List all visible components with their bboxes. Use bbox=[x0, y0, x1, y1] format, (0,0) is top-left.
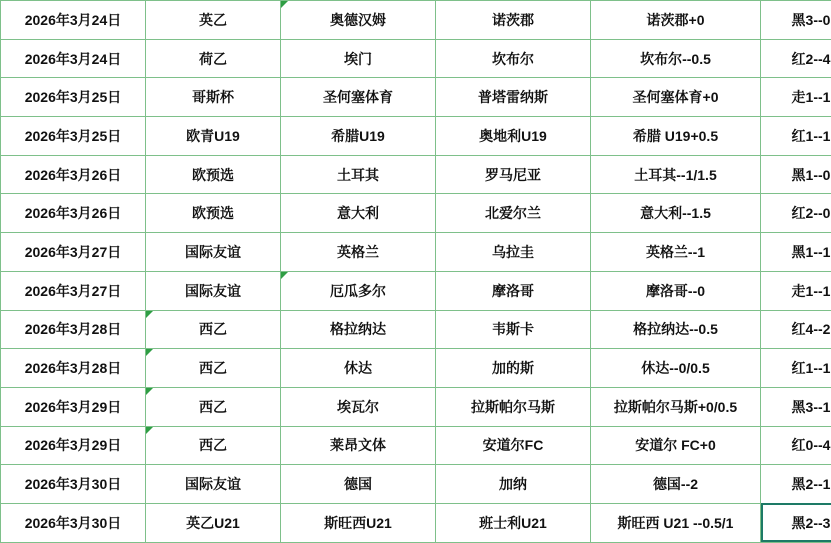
cell-home[interactable]: 希腊U19 bbox=[281, 117, 436, 156]
table-row[interactable] bbox=[1, 349, 831, 388]
cell-result[interactable]: 黑2--3 bbox=[761, 503, 831, 542]
cell-away[interactable]: 韦斯卡 bbox=[436, 310, 591, 349]
cell-date[interactable]: 2026年3月29日 bbox=[1, 426, 146, 465]
cell-result[interactable]: 红2--4 bbox=[761, 39, 831, 78]
cell-league[interactable]: 英乙U21 bbox=[146, 503, 281, 542]
cell-home[interactable]: 斯旺西U21 bbox=[281, 503, 436, 542]
cell-away[interactable]: 拉斯帕尔马斯 bbox=[436, 387, 591, 426]
cell-pick[interactable]: 拉斯帕尔马斯+0/0.5 bbox=[591, 387, 761, 426]
cell-result[interactable]: 黑3--0 bbox=[761, 1, 831, 40]
cell-result[interactable]: 黑1--1 bbox=[761, 233, 831, 272]
cell-date[interactable]: 2026年3月30日 bbox=[1, 465, 146, 504]
cell-away[interactable]: 加的斯 bbox=[436, 349, 591, 388]
cell-away[interactable]: 普塔雷纳斯 bbox=[436, 78, 591, 117]
cell-home[interactable]: 格拉纳达 bbox=[281, 310, 436, 349]
cell-result[interactable]: 红1--1 bbox=[761, 117, 831, 156]
cell-date[interactable]: 2026年3月28日 bbox=[1, 349, 146, 388]
cell-pick[interactable]: 意大利--1.5 bbox=[591, 194, 761, 233]
table-row[interactable] bbox=[1, 271, 831, 310]
cell-home[interactable]: 埃门 bbox=[281, 39, 436, 78]
cell-date[interactable]: 2026年3月30日 bbox=[1, 503, 146, 542]
cell-away[interactable]: 北爱尔兰 bbox=[436, 194, 591, 233]
cell-result[interactable]: 黑2--1 bbox=[761, 465, 831, 504]
cell-pick[interactable]: 摩洛哥--0 bbox=[591, 271, 761, 310]
cell-date[interactable]: 2026年3月29日 bbox=[1, 387, 146, 426]
cell-pick[interactable]: 休达--0/0.5 bbox=[591, 349, 761, 388]
cell-pick[interactable]: 英格兰--1 bbox=[591, 233, 761, 272]
cell-date[interactable]: 2026年3月25日 bbox=[1, 78, 146, 117]
cell-result[interactable]: 走1--1 bbox=[761, 271, 831, 310]
table-row[interactable] bbox=[1, 194, 831, 233]
cell-pick[interactable]: 希腊 U19+0.5 bbox=[591, 117, 761, 156]
cell-pick[interactable]: 诺茨郡+0 bbox=[591, 1, 761, 40]
cell-away[interactable]: 诺茨郡 bbox=[436, 1, 591, 40]
cell-away[interactable]: 罗马尼亚 bbox=[436, 155, 591, 194]
cell-result[interactable]: 黑1--0 bbox=[761, 155, 831, 194]
table-row[interactable] bbox=[1, 310, 831, 349]
cell-result[interactable]: 红0--4 bbox=[761, 426, 831, 465]
cell-home[interactable]: 土耳其 bbox=[281, 155, 436, 194]
table-row[interactable] bbox=[1, 503, 831, 542]
cell-league[interactable]: 国际友谊 bbox=[146, 465, 281, 504]
cell-result[interactable]: 黑3--1 bbox=[761, 387, 831, 426]
table-row[interactable] bbox=[1, 426, 831, 465]
table-row[interactable] bbox=[1, 39, 831, 78]
cell-home[interactable]: 莱昂文体 bbox=[281, 426, 436, 465]
table-row[interactable] bbox=[1, 387, 831, 426]
cell-away[interactable]: 奥地利U19 bbox=[436, 117, 591, 156]
cell-league[interactable]: 荷乙 bbox=[146, 39, 281, 78]
cell-league[interactable]: 西乙 bbox=[146, 426, 281, 465]
cell-league[interactable]: 西乙 bbox=[146, 310, 281, 349]
table-row[interactable] bbox=[1, 233, 831, 272]
cell-away[interactable]: 坎布尔 bbox=[436, 39, 591, 78]
cell-home[interactable]: 休达 bbox=[281, 349, 436, 388]
cell-date[interactable]: 2026年3月28日 bbox=[1, 310, 146, 349]
cell-result[interactable]: 红1--1 bbox=[761, 349, 831, 388]
cell-result[interactable]: 红2--0 bbox=[761, 194, 831, 233]
table-row[interactable] bbox=[1, 465, 831, 504]
cell-pick[interactable]: 安道尔 FC+0 bbox=[591, 426, 761, 465]
table-body bbox=[1, 1, 831, 543]
cell-pick[interactable]: 圣何塞体育+0 bbox=[591, 78, 761, 117]
cell-pick[interactable]: 坎布尔--0.5 bbox=[591, 39, 761, 78]
cell-league[interactable]: 欧预选 bbox=[146, 194, 281, 233]
cell-away[interactable]: 加纳 bbox=[436, 465, 591, 504]
cell-pick[interactable]: 德国--2 bbox=[591, 465, 761, 504]
cell-home[interactable]: 厄瓜多尔 bbox=[281, 271, 436, 310]
cell-away[interactable]: 班士利U21 bbox=[436, 503, 591, 542]
table-row[interactable] bbox=[1, 78, 831, 117]
cell-date[interactable]: 2026年3月27日 bbox=[1, 271, 146, 310]
cell-home[interactable]: 英格兰 bbox=[281, 233, 436, 272]
cell-date[interactable]: 2026年3月26日 bbox=[1, 194, 146, 233]
cell-league[interactable]: 国际友谊 bbox=[146, 271, 281, 310]
cell-pick[interactable]: 斯旺西 U21 --0.5/1 bbox=[591, 503, 761, 542]
cell-league[interactable]: 欧预选 bbox=[146, 155, 281, 194]
cell-league[interactable]: 欧青U19 bbox=[146, 117, 281, 156]
cell-home[interactable]: 奥德汉姆 bbox=[281, 1, 436, 40]
cell-result[interactable]: 走1--1 bbox=[761, 78, 831, 117]
cell-date[interactable]: 2026年3月24日 bbox=[1, 39, 146, 78]
table-row[interactable] bbox=[1, 117, 831, 156]
cell-home[interactable]: 埃瓦尔 bbox=[281, 387, 436, 426]
table-row[interactable] bbox=[1, 155, 831, 194]
cell-league[interactable]: 西乙 bbox=[146, 349, 281, 388]
cell-home[interactable]: 圣何塞体育 bbox=[281, 78, 436, 117]
cell-home[interactable]: 德国 bbox=[281, 465, 436, 504]
cell-date[interactable]: 2026年3月24日 bbox=[1, 1, 146, 40]
cell-pick[interactable]: 格拉纳达--0.5 bbox=[591, 310, 761, 349]
table-row[interactable] bbox=[1, 1, 831, 40]
cell-league[interactable]: 国际友谊 bbox=[146, 233, 281, 272]
cell-league[interactable]: 哥斯杯 bbox=[146, 78, 281, 117]
cell-pick[interactable]: 土耳其--1/1.5 bbox=[591, 155, 761, 194]
cell-away[interactable]: 摩洛哥 bbox=[436, 271, 591, 310]
cell-date[interactable]: 2026年3月25日 bbox=[1, 117, 146, 156]
cell-away[interactable]: 安道尔FC bbox=[436, 426, 591, 465]
cell-result[interactable]: 红4--2 bbox=[761, 310, 831, 349]
cell-home[interactable]: 意大利 bbox=[281, 194, 436, 233]
cell-date[interactable]: 2026年3月27日 bbox=[1, 233, 146, 272]
cell-away[interactable]: 乌拉圭 bbox=[436, 233, 591, 272]
cell-date[interactable]: 2026年3月26日 bbox=[1, 155, 146, 194]
cell-league[interactable]: 西乙 bbox=[146, 387, 281, 426]
cell-league[interactable]: 英乙 bbox=[146, 1, 281, 40]
